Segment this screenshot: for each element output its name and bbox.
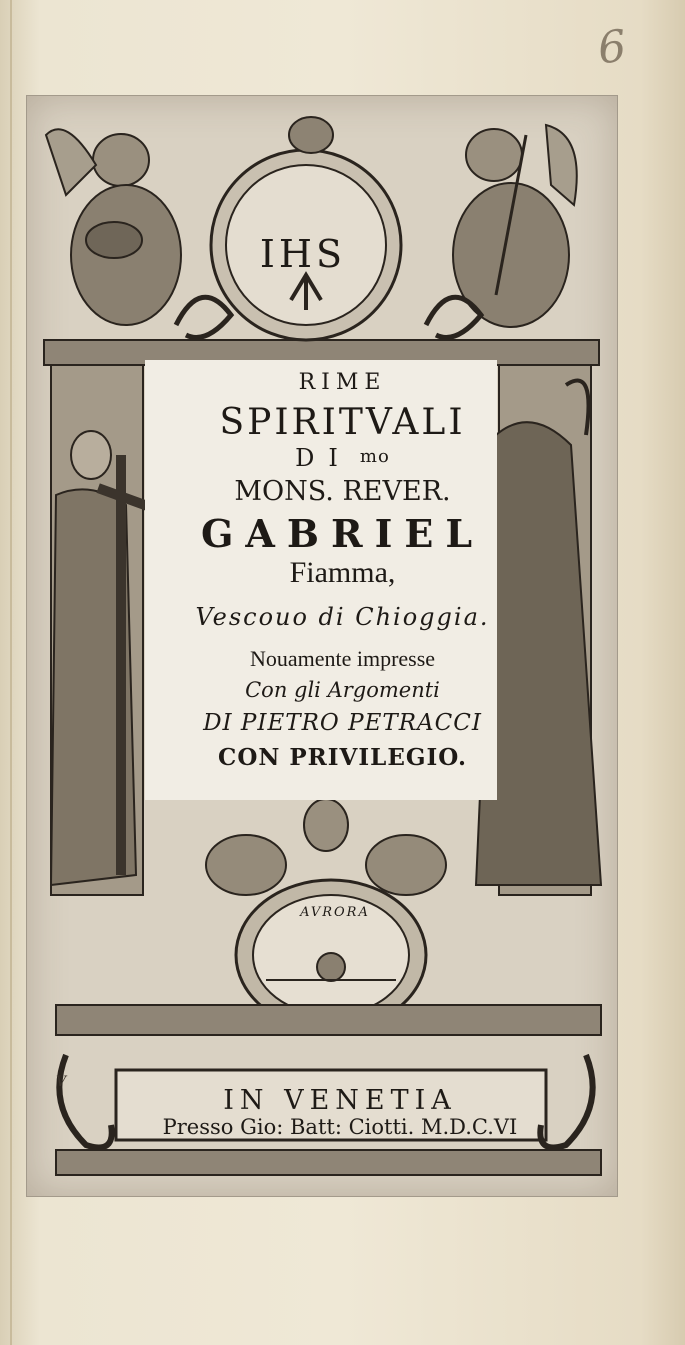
- base-scroll-left: [59, 1055, 111, 1148]
- putto-right: [366, 835, 446, 895]
- arguments-note: Con gli Argomenti: [245, 678, 440, 702]
- title-line-spirituali: SPIRITVALI: [219, 402, 466, 443]
- author-title-vescouo: Vescouo di Chioggia.: [195, 603, 490, 631]
- imprint-printer: Presso Gio: Batt: Ciotti. M.D.C.VI: [162, 1115, 518, 1139]
- page-gutter: [10, 0, 12, 1345]
- scroll-ornament-right: [426, 297, 481, 337]
- title-line-mons-rever: MONS. REVER.: [234, 476, 451, 507]
- imprint-place: IN VENETIA: [223, 1085, 457, 1116]
- scroll-ornament-left: [176, 297, 231, 337]
- aurora-motto: AVRORA: [300, 905, 370, 920]
- privilege-note: CON PRIVILEGIO.: [218, 744, 467, 771]
- di-text: DI: [295, 444, 352, 472]
- handwritten-page-number: 6: [595, 20, 629, 75]
- rising-sun-icon: [317, 953, 345, 981]
- mask-ornament: [304, 799, 348, 851]
- author-surname-fiamma: Fiamma,: [289, 556, 396, 589]
- putto-left: [206, 835, 286, 895]
- mo-superscript: mo: [359, 446, 390, 467]
- angel-with-lute-left: [46, 129, 181, 325]
- lower-architrave: [56, 1005, 601, 1035]
- angel-with-palm-right: [453, 125, 577, 327]
- title-line-rime: RIME: [298, 370, 387, 395]
- title-line-di: [0, 444, 685, 472]
- edition-note: Nouamente impresse: [249, 646, 436, 671]
- signature-mark: V: [56, 1074, 67, 1090]
- editor-name: DI PIETRO PETRACCI: [203, 710, 482, 736]
- cherub-head-top: [289, 117, 333, 153]
- author-name-gabriel: GABRIEL: [200, 511, 485, 556]
- ihs-monogram: IHS: [259, 232, 347, 276]
